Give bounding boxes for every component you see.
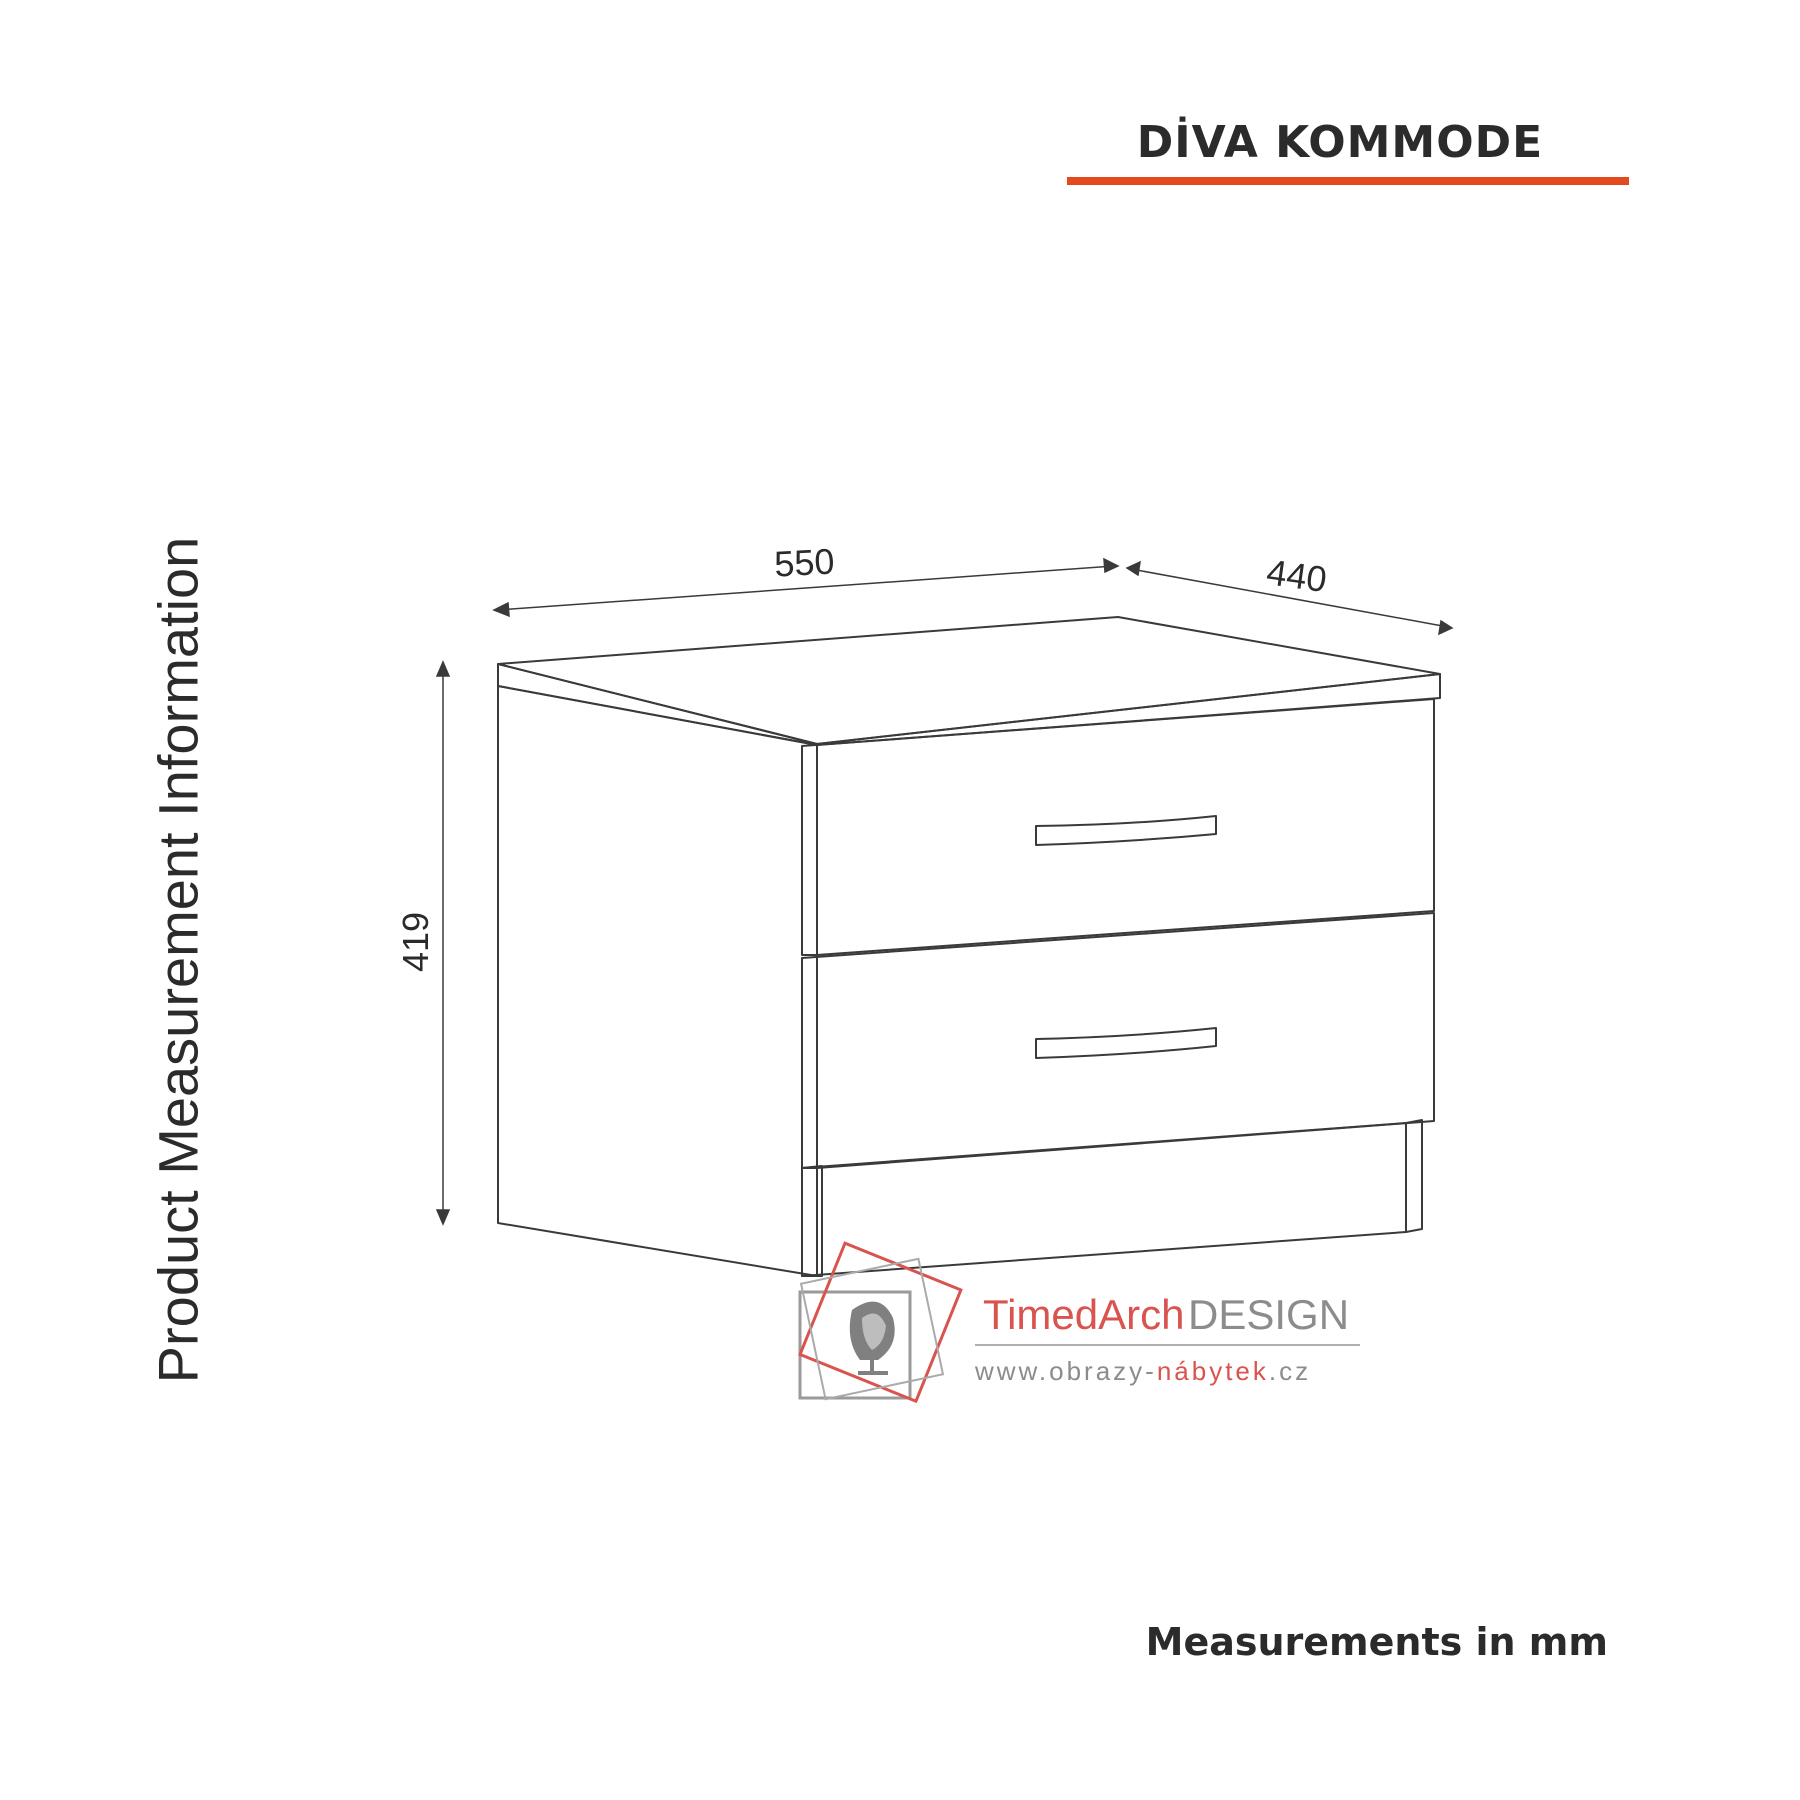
watermark xyxy=(800,1243,1360,1401)
height-label: 419 xyxy=(395,911,436,973)
measurement-unit-note: Measurements in mm xyxy=(1145,1620,1608,1664)
watermark-url-prefix: www.obrazy- xyxy=(975,1356,1157,1386)
upper-drawer-front xyxy=(802,699,1434,955)
depth-arrow-right xyxy=(1439,621,1452,634)
cabinet-top-surface xyxy=(498,617,1440,744)
side-label: Product Measurement Information xyxy=(146,536,210,1384)
watermark-url xyxy=(974,1356,1311,1386)
cabinet-left-side xyxy=(498,686,817,1276)
upper-drawer-handle xyxy=(1036,816,1216,845)
lower-drawer-handle xyxy=(1036,1028,1216,1058)
height-arrow-bottom xyxy=(437,1210,449,1224)
page-title: DİVA KOMMODE xyxy=(1136,117,1544,168)
watermark-url-suffix: .cz xyxy=(1268,1356,1312,1386)
watermark-brand-part2: DESIGN xyxy=(1188,1291,1350,1338)
width-arrow-left xyxy=(494,603,509,616)
width-arrow-right xyxy=(1104,559,1118,572)
height-arrow-top xyxy=(437,662,449,676)
lower-drawer-front xyxy=(802,913,1434,1168)
cabinet-top-front-edge xyxy=(498,664,817,745)
watermark-brand-part1: TimedArch xyxy=(983,1291,1185,1338)
width-label: 550 xyxy=(773,540,836,585)
cabinet-right-leg xyxy=(1406,1120,1422,1232)
depth-label: 440 xyxy=(1264,551,1330,601)
watermark-url-accent: nábytek xyxy=(1156,1356,1269,1386)
cabinet-left-front-leg xyxy=(802,1166,822,1276)
cabinet-top-right-edge xyxy=(817,674,1440,745)
depth-arrow-left xyxy=(1127,562,1140,575)
